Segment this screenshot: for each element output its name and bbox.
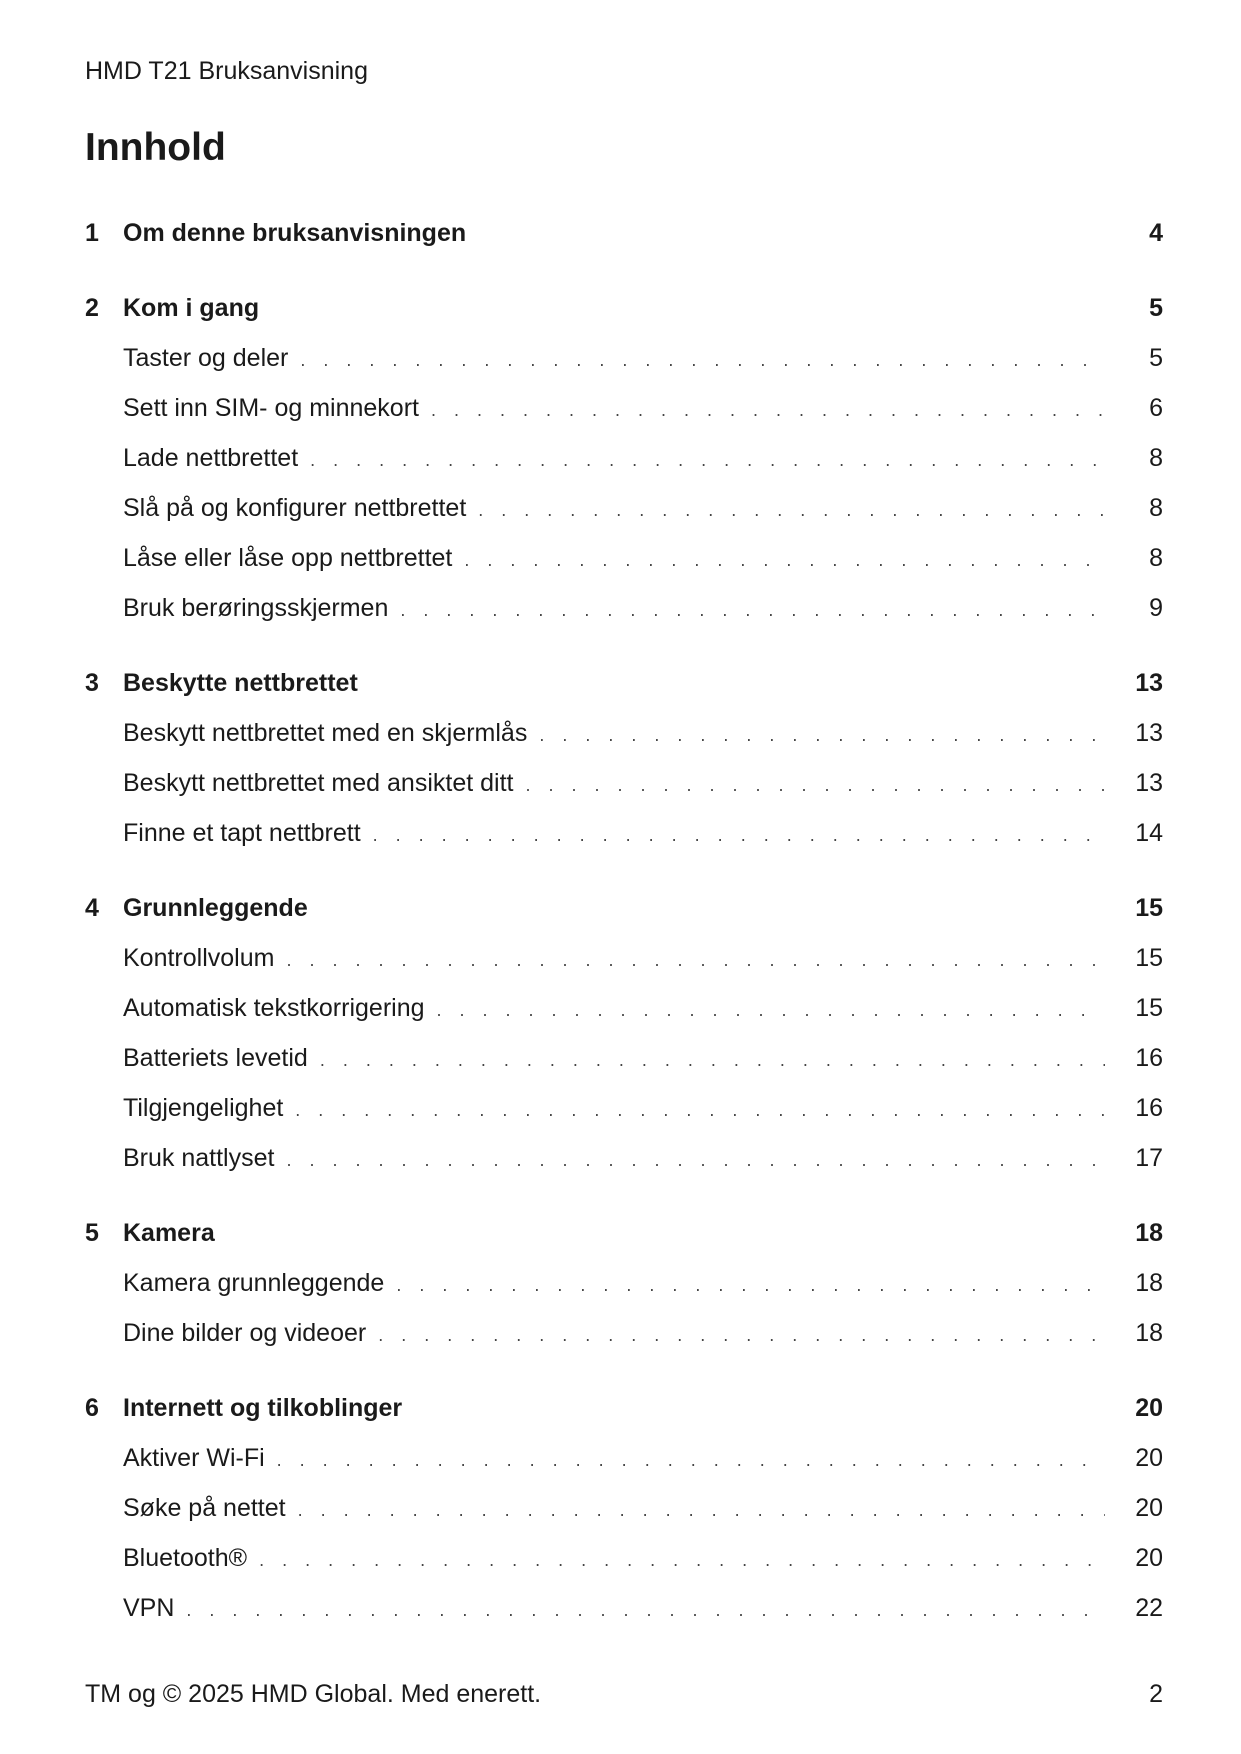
toc-chapter [85, 1208, 1163, 1358]
page-footer [85, 1680, 1163, 1709]
section-page: 5 [1149, 344, 1163, 372]
section-title: Aktiver Wi-Fi [123, 1444, 265, 1472]
section-title: Søke på nettet [123, 1494, 286, 1522]
toc-section-entry[interactable] [85, 758, 1163, 808]
dot-leader [259, 1535, 1105, 1585]
section-title: Bruk berøringsskjermen [123, 594, 389, 622]
toc-chapter [85, 283, 1163, 633]
chapter-title: Kamera [123, 1219, 215, 1247]
chapter-page: 13 [1135, 669, 1163, 697]
dot-leader [298, 1485, 1105, 1535]
chapter-title: Grunnleggende [123, 894, 308, 922]
section-title: Bruk nattlyset [123, 1144, 275, 1172]
chapter-page: 15 [1135, 894, 1163, 922]
toc-chapter-entry[interactable] [85, 1383, 1163, 1433]
section-title: Lade nettbrettet [123, 444, 299, 472]
chapter-page: 5 [1149, 294, 1163, 322]
running-header: HMD T21 Bruksanvisning [85, 57, 368, 85]
dot-leader [300, 335, 1105, 385]
section-page: 15 [1135, 994, 1163, 1022]
section-page: 20 [1135, 1494, 1163, 1522]
toc-section-entry[interactable] [85, 1583, 1163, 1633]
section-page: 17 [1135, 1144, 1163, 1172]
toc-chapter-entry[interactable] [85, 658, 1163, 708]
toc-chapter-entry[interactable] [85, 1208, 1163, 1258]
section-title: Automatisk tekstkorrigering [123, 994, 425, 1022]
toc-section-entry[interactable] [85, 1133, 1163, 1183]
toc-section-entry[interactable] [85, 533, 1163, 583]
section-page: 22 [1135, 1594, 1163, 1622]
section-page: 6 [1149, 394, 1163, 422]
toc-chapter [85, 883, 1163, 1183]
chapter-number: 6 [85, 1394, 99, 1422]
section-page: 18 [1135, 1269, 1163, 1297]
toc-section-entry[interactable] [85, 333, 1163, 383]
section-page: 16 [1135, 1094, 1163, 1122]
toc-chapter-entry[interactable] [85, 208, 1163, 258]
dot-leader [539, 710, 1105, 760]
section-title: Beskytt nettbrettet med en skjermlås [123, 719, 528, 747]
dot-leader [373, 810, 1105, 860]
section-page: 13 [1135, 719, 1163, 747]
section-title: Bluetooth® [123, 1544, 248, 1572]
section-page: 20 [1135, 1444, 1163, 1472]
dot-leader [286, 1135, 1105, 1185]
dot-leader [437, 985, 1105, 1035]
section-title: Kontrollvolum [123, 944, 275, 972]
chapter-page: 18 [1135, 1219, 1163, 1247]
section-page: 8 [1149, 544, 1163, 572]
section-title: Finne et tapt nettbrett [123, 819, 361, 847]
toc-section-entry[interactable] [85, 433, 1163, 483]
chapter-number: 4 [85, 894, 99, 922]
section-page: 8 [1149, 494, 1163, 522]
toc-section-entry[interactable] [85, 1533, 1163, 1583]
toc-section-entry[interactable] [85, 983, 1163, 1033]
dot-leader [431, 385, 1105, 435]
dot-leader [310, 435, 1105, 485]
toc-section-entry[interactable] [85, 1483, 1163, 1533]
dot-leader [525, 760, 1105, 810]
section-title: Tilgjengelighet [123, 1094, 284, 1122]
section-title: Beskytt nettbrettet med ansiktet ditt [123, 769, 514, 797]
toc-section-entry[interactable] [85, 583, 1163, 633]
chapter-number: 1 [85, 219, 99, 247]
section-page: 16 [1135, 1044, 1163, 1072]
toc-section-entry[interactable] [85, 383, 1163, 433]
dot-leader [378, 1310, 1105, 1360]
toc-chapter [85, 1383, 1163, 1633]
table-of-contents [85, 208, 1163, 1658]
section-page: 18 [1135, 1319, 1163, 1347]
page-number: 2 [1149, 1680, 1163, 1708]
dot-leader [478, 485, 1105, 535]
dot-leader [396, 1260, 1105, 1310]
page-title: Innhold [85, 126, 226, 169]
toc-section-entry[interactable] [85, 933, 1163, 983]
section-title: Slå på og konfigurer nettbrettet [123, 494, 467, 522]
chapter-title: Beskytte nettbrettet [123, 669, 358, 697]
chapter-page: 20 [1135, 1394, 1163, 1422]
toc-section-entry[interactable] [85, 483, 1163, 533]
dot-leader [295, 1085, 1105, 1135]
toc-chapter-entry[interactable] [85, 283, 1163, 333]
dot-leader [186, 1585, 1105, 1635]
section-page: 13 [1135, 769, 1163, 797]
chapter-title: Internett og tilkoblinger [123, 1394, 403, 1422]
dot-leader [277, 1435, 1105, 1485]
dot-leader [464, 535, 1105, 585]
toc-section-entry[interactable] [85, 1083, 1163, 1133]
section-page: 15 [1135, 944, 1163, 972]
toc-section-entry[interactable] [85, 1258, 1163, 1308]
section-title: Taster og deler [123, 344, 289, 372]
copyright-notice: TM og © 2025 HMD Global. Med enerett. [85, 1680, 542, 1708]
section-title: VPN [123, 1594, 175, 1622]
toc-chapter [85, 208, 1163, 258]
section-title: Sett inn SIM- og minnekort [123, 394, 419, 422]
toc-section-entry[interactable] [85, 708, 1163, 758]
dot-leader [320, 1035, 1105, 1085]
chapter-number: 2 [85, 294, 99, 322]
toc-chapter [85, 658, 1163, 858]
toc-section-entry[interactable] [85, 1308, 1163, 1358]
section-page: 20 [1135, 1544, 1163, 1572]
section-title: Kamera grunnleggende [123, 1269, 385, 1297]
toc-chapter-entry[interactable] [85, 883, 1163, 933]
chapter-number: 3 [85, 669, 99, 697]
chapter-number: 5 [85, 1219, 99, 1247]
chapter-title: Om denne bruksanvisningen [123, 219, 467, 247]
section-title: Batteriets levetid [123, 1044, 308, 1072]
toc-section-entry[interactable] [85, 1033, 1163, 1083]
chapter-title: Kom i gang [123, 294, 260, 322]
toc-section-entry[interactable] [85, 808, 1163, 858]
dot-leader [286, 935, 1105, 985]
chapter-page: 4 [1149, 219, 1163, 247]
section-page: 8 [1149, 444, 1163, 472]
section-page: 9 [1149, 594, 1163, 622]
section-title: Låse eller låse opp nettbrettet [123, 544, 453, 572]
section-page: 14 [1135, 819, 1163, 847]
dot-leader [400, 585, 1105, 635]
section-title: Dine bilder og videoer [123, 1319, 367, 1347]
toc-section-entry[interactable] [85, 1433, 1163, 1483]
